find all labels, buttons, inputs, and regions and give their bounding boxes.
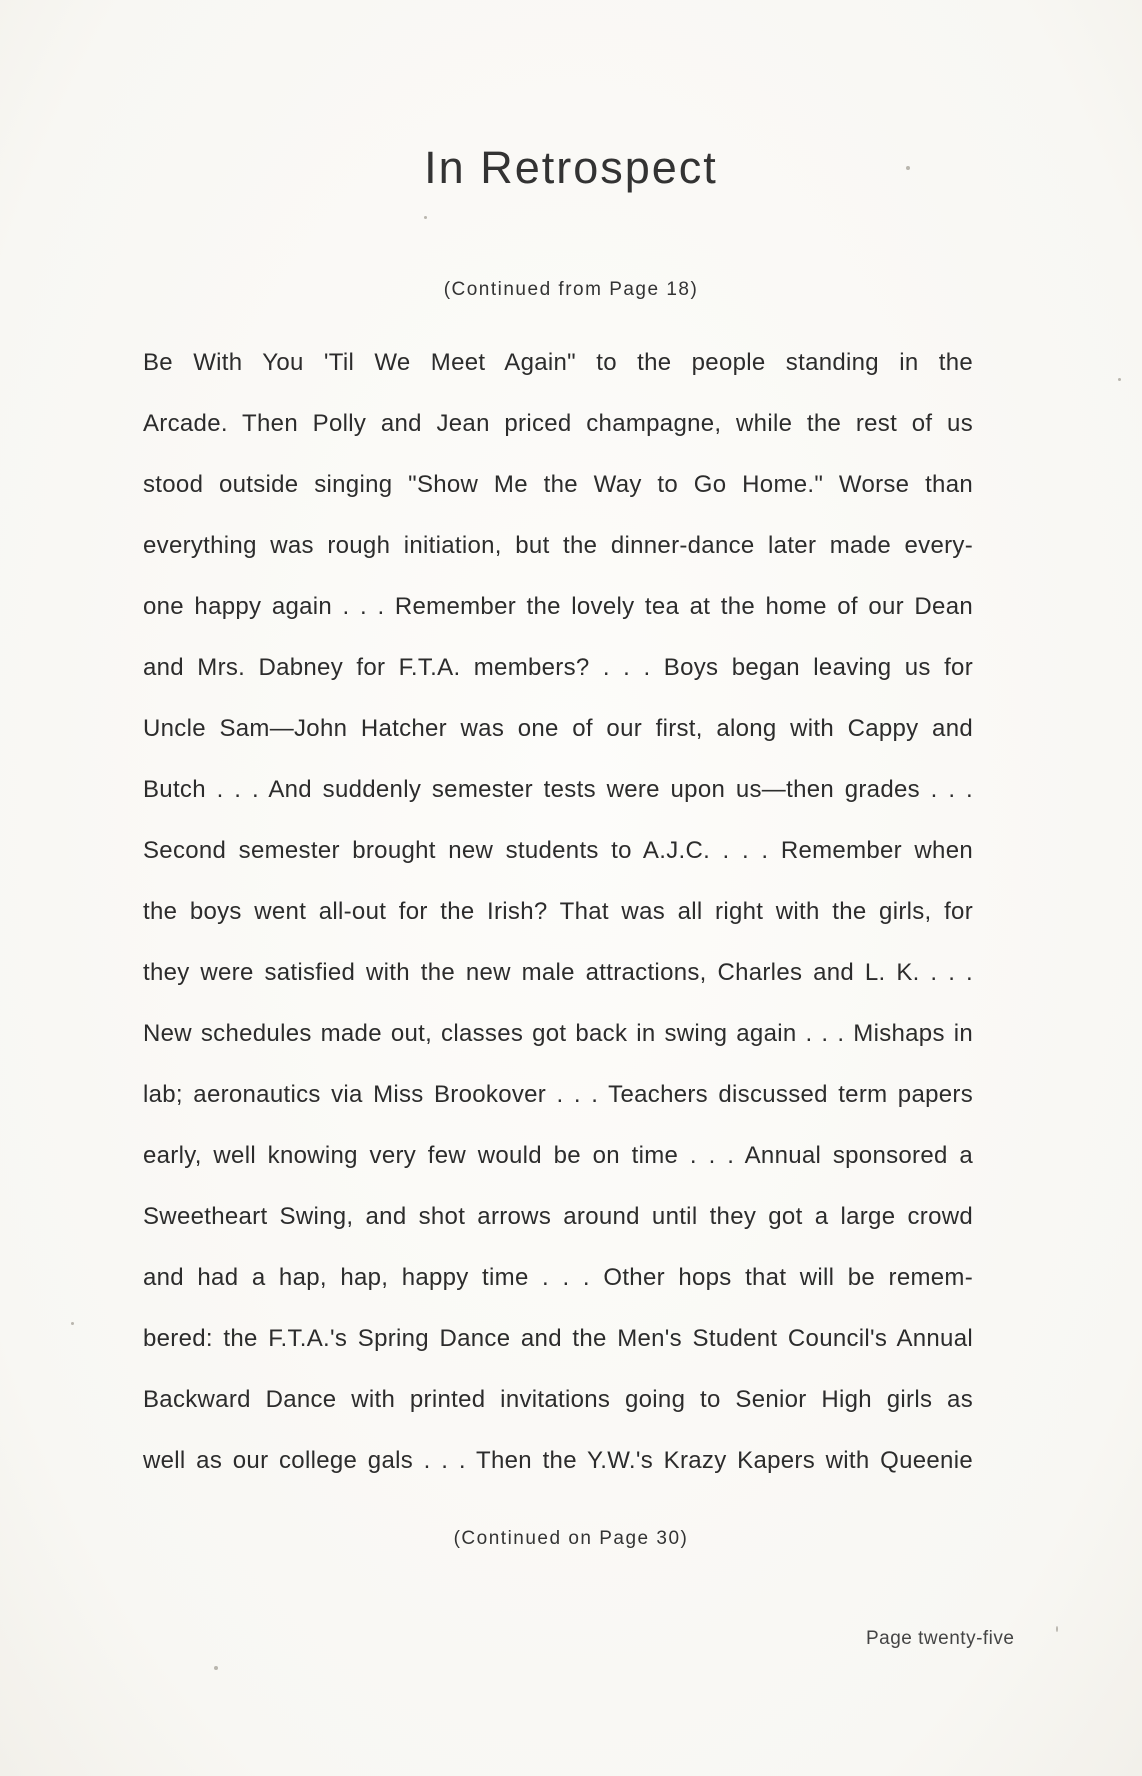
- text-line: Sweetheart Swing, and shot arrows around until they got a large crowd: [143, 1203, 973, 1230]
- text-line: Butch . . . And suddenly semester tests were upon us—then grades . . .: [143, 776, 973, 803]
- text-line: stood outside singing "Show Me the Way to Go Home." Worse than: [143, 471, 973, 498]
- text-line: and had a hap, hap, happy time . . . Other hops that will be remem-: [143, 1264, 973, 1291]
- page-title: In Retrospect: [424, 142, 718, 193]
- text-line: and Mrs. Dabney for F.T.A. members? . . . Boys began leaving us for: [143, 654, 973, 681]
- paper-speck: [906, 166, 910, 170]
- paper-speck: [1118, 378, 1121, 381]
- text-line: bered: the F.T.A.'s Spring Dance and the Men's Student Council's Annual: [143, 1325, 973, 1352]
- text-line: New schedules made out, classes got back in swing again . . . Mishaps in: [143, 1020, 973, 1047]
- text-line: Second semester brought new students to A.J.C. . . . Remember when: [143, 837, 973, 864]
- text-line: early, well knowing very few would be on time . . . Annual sponsored a: [143, 1142, 973, 1169]
- paper-speck: [214, 1666, 218, 1670]
- text-line: well as our college gals . . . Then the Y.W.'s Krazy Kapers with Queenie: [143, 1447, 973, 1474]
- continued-on-note: (Continued on Page 30): [453, 1528, 689, 1549]
- text-line: everything was rough initiation, but the dinner-dance later made every-: [143, 532, 973, 559]
- paper-speck: [1056, 1626, 1058, 1632]
- paper-speck: [71, 1322, 74, 1325]
- continued-from-note: (Continued from Page 18): [443, 279, 699, 300]
- text-line: the boys went all-out for the Irish? That was all right with the girls, for: [143, 898, 973, 925]
- text-line: Uncle Sam—John Hatcher was one of our first, along with Cappy and: [143, 715, 973, 742]
- text-line: Arcade. Then Polly and Jean priced champagne, while the rest of us: [143, 410, 973, 437]
- paper-speck: [424, 216, 427, 219]
- text-line: one happy again . . . Remember the lovely tea at the home of our Dean: [143, 593, 973, 620]
- text-line: Backward Dance with printed invitations going to Senior High girls as: [143, 1386, 973, 1413]
- text-line: Be With You 'Til We Meet Again" to the people standing in the: [143, 349, 973, 376]
- body-text: [143, 343, 973, 1502]
- text-line: lab; aeronautics via Miss Brookover . . . Teachers discussed term papers: [143, 1081, 973, 1108]
- text-line: they were satisfied with the new male attractions, Charles and L. K. . . .: [143, 959, 973, 986]
- page-number: Page twenty-five: [866, 1628, 1015, 1649]
